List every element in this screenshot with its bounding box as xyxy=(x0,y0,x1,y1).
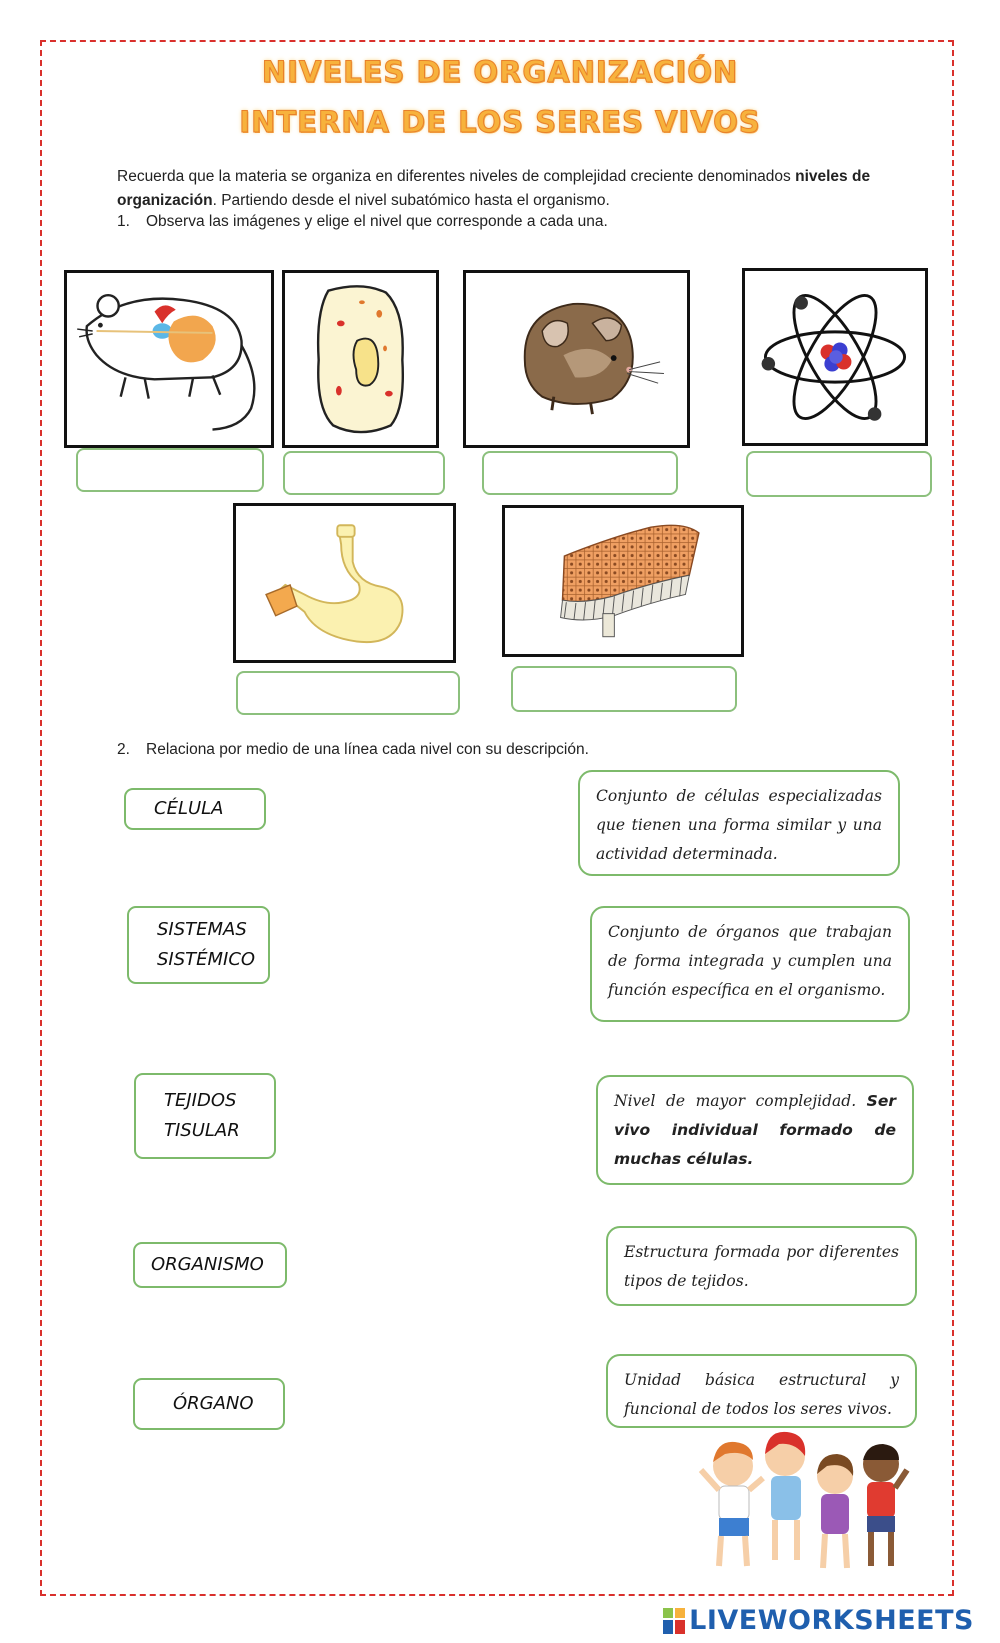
image-tissue xyxy=(502,505,744,657)
image-stomach xyxy=(233,503,456,663)
kids-illustration xyxy=(695,1418,910,1583)
description-box-1[interactable] xyxy=(578,770,900,876)
stomach-icon xyxy=(236,506,453,660)
description-box-5[interactable] xyxy=(606,1354,917,1428)
intro-text-b: . Partiendo desde el nivel subatómico hasta el organismo. xyxy=(212,192,610,209)
title-line-1: NIVELES DE ORGANIZACIÓN xyxy=(261,55,739,89)
level-box-organismo[interactable] xyxy=(133,1242,287,1288)
level-box-organismo-line1: ORGANISMO xyxy=(151,1254,264,1275)
level-box-sistemas-line2: SISTÉMICO xyxy=(157,949,256,970)
cell-icon xyxy=(285,273,436,445)
image-mouse xyxy=(463,270,690,448)
mouse-icon xyxy=(466,273,687,445)
image-atom xyxy=(742,268,928,446)
image-cell xyxy=(282,270,439,448)
description-2-text: Conjunto de órganos que trabajan de forma integrada y cumplen una función específica en el organismo. xyxy=(608,923,892,999)
title-line-2: INTERNA DE LOS SERES VIVOS xyxy=(239,105,761,139)
question-2 xyxy=(117,741,589,759)
liveworksheets-mark-icon xyxy=(663,1608,685,1634)
answer-box-4[interactable] xyxy=(746,451,932,497)
question-1-text: Observa las imágenes y elige el nivel que corresponde a cada una. xyxy=(146,213,608,230)
question-2-number: 2. xyxy=(117,741,130,758)
description-box-2[interactable] xyxy=(590,906,910,1022)
answer-box-1[interactable] xyxy=(76,448,264,492)
level-box-tejidos-line2: TISULAR xyxy=(164,1120,240,1141)
question-1-number: 1. xyxy=(117,213,130,230)
children-icon xyxy=(695,1418,910,1583)
description-3-text: Nivel de mayor complejidad. xyxy=(614,1092,867,1110)
intro-bold: niveles de organización xyxy=(117,168,871,209)
level-box-organo-line1: ÓRGANO xyxy=(173,1393,254,1414)
question-1 xyxy=(117,213,608,231)
question-2-text: Relaciona por medio de una línea cada nivel con su descripción. xyxy=(146,741,589,758)
description-1-text: Conjunto de células especializadas que tienen una forma similar y una actividad determinada. xyxy=(596,787,882,863)
answer-box-6[interactable] xyxy=(511,666,737,712)
description-box-3[interactable] xyxy=(596,1075,914,1185)
tissue-icon xyxy=(505,508,741,654)
level-box-organo[interactable] xyxy=(133,1378,285,1430)
answer-box-5[interactable] xyxy=(236,671,460,715)
level-box-sistemas-line1: SISTEMAS xyxy=(157,919,247,940)
liveworksheets-logo-text: LIVEWORKSHEETS xyxy=(689,1605,974,1636)
liveworksheets-logo xyxy=(663,1605,974,1636)
image-mouse-organs xyxy=(64,270,274,448)
level-box-celula-line1: CÉLULA xyxy=(154,798,224,819)
description-box-4[interactable] xyxy=(606,1226,917,1306)
atom-icon xyxy=(745,271,925,443)
answer-box-3[interactable] xyxy=(482,451,678,495)
level-box-sistemas[interactable] xyxy=(127,906,270,984)
intro-paragraph xyxy=(117,165,917,213)
level-box-tejidos[interactable] xyxy=(134,1073,276,1159)
mouse-organs-icon xyxy=(67,273,271,445)
answer-box-2[interactable] xyxy=(283,451,445,495)
intro-text-a: Recuerda que la materia se organiza en diferentes niveles de complejidad creciente denominados xyxy=(117,168,796,185)
description-4-text: Estructura formada por diferentes tipos de tejidos. xyxy=(624,1243,899,1290)
description-5-text: Unidad básica estructural y funcional de todos los seres vivos. xyxy=(624,1371,899,1418)
description-3-bold: Ser vivo individual formado de muchas células. xyxy=(614,1092,896,1168)
level-box-tejidos-line1: TEJIDOS xyxy=(164,1090,237,1111)
level-box-celula[interactable] xyxy=(124,788,266,830)
